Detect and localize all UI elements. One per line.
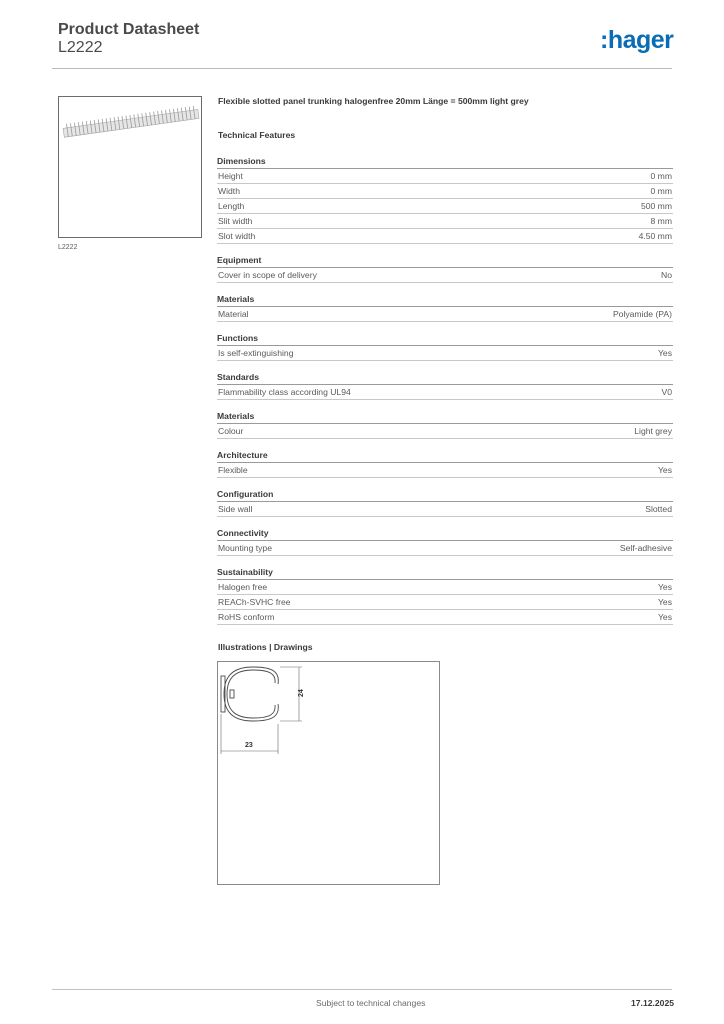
profile-outline: [224, 667, 278, 721]
feature-section: [217, 527, 673, 556]
footer-note: Subject to technical changes: [316, 998, 426, 1008]
product-image-caption: L2222: [58, 244, 78, 251]
feature-value: Yes: [657, 597, 672, 607]
trunking-illustration: [63, 105, 199, 137]
section-title: Materials: [217, 410, 673, 424]
feature-value: Slotted: [645, 504, 672, 514]
feature-value: 500 mm: [640, 201, 672, 211]
feature-row: [217, 229, 673, 244]
feature-value: 0 mm: [650, 186, 672, 196]
feature-label: Flexible: [218, 465, 248, 475]
feature-value: Yes: [657, 582, 672, 592]
feature-label: Length: [218, 201, 245, 211]
feature-value: Yes: [657, 612, 672, 622]
section-title: Standards: [217, 371, 673, 385]
feature-row: [217, 541, 673, 556]
technical-drawing: [218, 662, 439, 884]
height-dimension-label: 24: [298, 689, 305, 697]
feature-row: [217, 214, 673, 229]
footer-divider: [52, 989, 672, 990]
feature-label: Colour: [218, 426, 244, 436]
technical-features-heading: Technical Features: [218, 130, 296, 140]
feature-section: [217, 332, 673, 361]
footer-date: 17.12.2025: [631, 998, 675, 1008]
feature-row: [217, 502, 673, 517]
technical-features-table: [217, 155, 673, 635]
feature-value: V0: [661, 387, 672, 397]
feature-value: 4.50 mm: [638, 231, 672, 241]
feature-label: Cover in scope of delivery: [218, 270, 317, 280]
feature-section: [217, 410, 673, 439]
feature-row: [217, 199, 673, 214]
feature-row: [217, 346, 673, 361]
feature-row: [217, 169, 673, 184]
header-divider: [52, 68, 672, 69]
feature-row: [217, 580, 673, 595]
page-title: Product Datasheet: [58, 21, 200, 38]
feature-row: [217, 463, 673, 478]
section-title: Configuration: [217, 488, 673, 502]
feature-section: [217, 293, 673, 322]
feature-row: [217, 610, 673, 625]
section-title: Connectivity: [217, 527, 673, 541]
feature-row: [217, 307, 673, 322]
feature-value: Yes: [657, 465, 672, 475]
section-title: Materials: [217, 293, 673, 307]
feature-section: [217, 566, 673, 625]
product-image-frame: [58, 96, 202, 238]
feature-label: Material: [218, 309, 249, 319]
product-title: Flexible slotted panel trunking halogenfree 20mm Länge = 500mm light grey: [218, 96, 529, 106]
feature-label: Slot width: [218, 231, 256, 241]
feature-row: [217, 268, 673, 283]
technical-drawing-frame: [217, 661, 440, 885]
feature-row: [217, 385, 673, 400]
feature-label: Height: [218, 171, 243, 181]
product-code: L2222: [58, 39, 103, 56]
feature-label: Is self-extinguishing: [218, 348, 294, 358]
feature-value: 0 mm: [650, 171, 672, 181]
section-title: Dimensions: [217, 155, 673, 169]
feature-value: Light grey: [634, 426, 672, 436]
feature-label: Mounting type: [218, 543, 272, 553]
feature-row: [217, 595, 673, 610]
logo-text: :hager: [600, 26, 674, 54]
feature-label: Halogen free: [218, 582, 268, 592]
feature-label: Side wall: [218, 504, 253, 514]
feature-row: [217, 424, 673, 439]
width-dimension-label: 23: [245, 742, 253, 749]
section-title: Architecture: [217, 449, 673, 463]
product-image: [59, 97, 201, 237]
feature-section: [217, 155, 673, 244]
feature-section: [217, 449, 673, 478]
slot-detail: [230, 690, 234, 698]
feature-value: Yes: [657, 348, 672, 358]
feature-value: Self-adhesive: [619, 543, 672, 553]
feature-value: Polyamide (PA): [612, 309, 672, 319]
feature-value: 8 mm: [650, 216, 672, 226]
feature-label: Width: [218, 186, 240, 196]
feature-row: [217, 184, 673, 199]
feature-section: [217, 488, 673, 517]
feature-label: Slit width: [218, 216, 253, 226]
illustrations-heading: Illustrations | Drawings: [218, 642, 313, 652]
section-title: Functions: [217, 332, 673, 346]
feature-section: [217, 371, 673, 400]
feature-label: Flammability class according UL94: [218, 387, 351, 397]
feature-label: RoHS conform: [218, 612, 275, 622]
section-title: Sustainability: [217, 566, 673, 580]
hager-logo: [594, 26, 673, 55]
feature-value: No: [661, 270, 672, 280]
section-title: Equipment: [217, 254, 673, 268]
feature-label: REACh-SVHC free: [218, 597, 291, 607]
feature-section: [217, 254, 673, 283]
